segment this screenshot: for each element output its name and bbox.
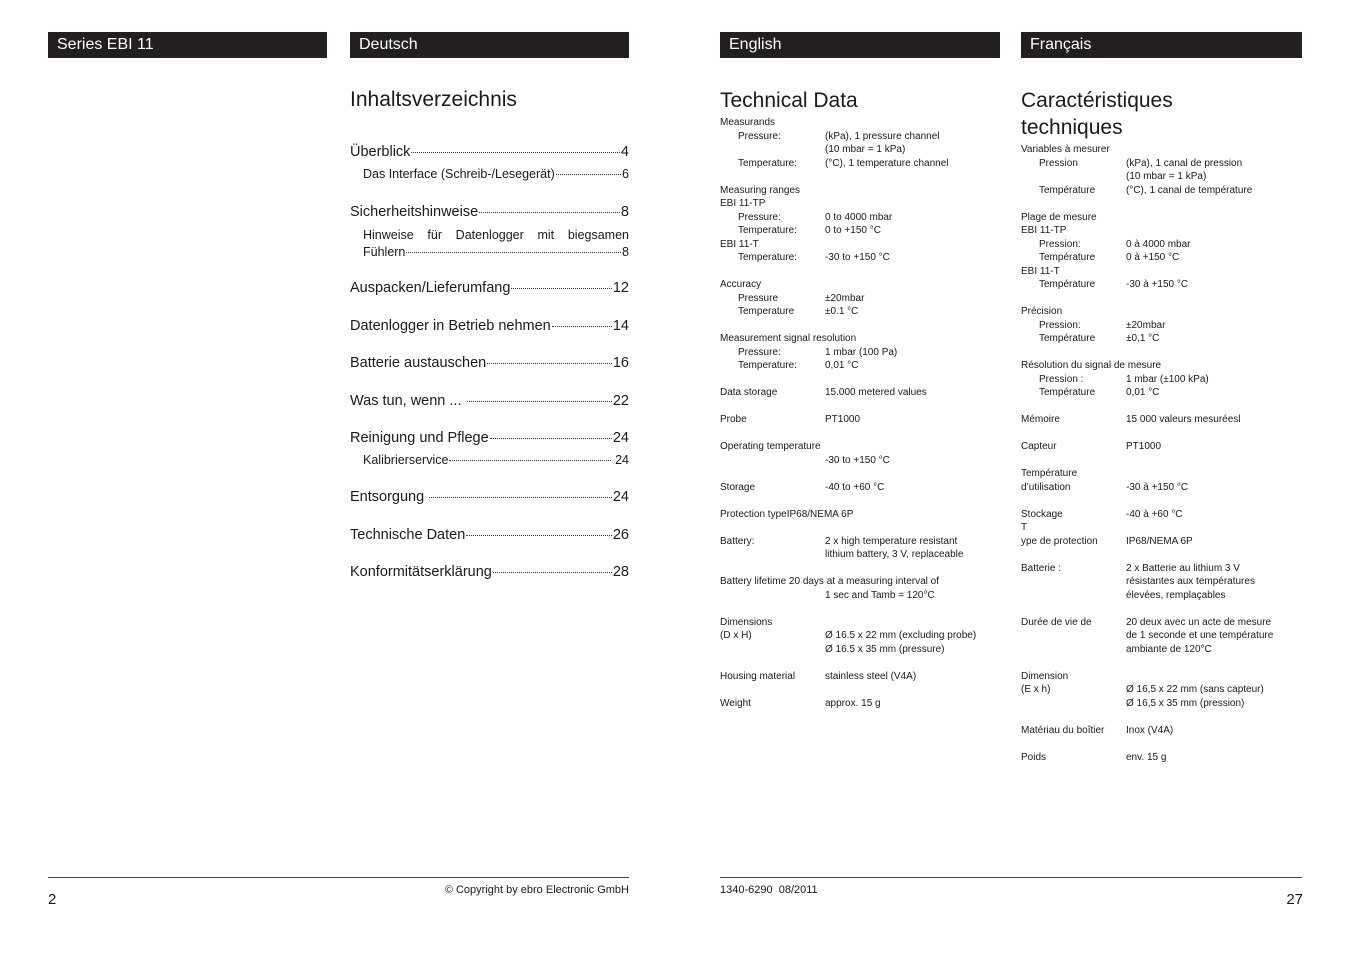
spec-value: Ø 16.5 x 22 mm (excluding probe) — [825, 630, 977, 641]
spec-value: ±20mbar — [1126, 319, 1166, 331]
spec-label: Temperature — [738, 306, 795, 317]
spec-label: Batterie : — [1021, 562, 1062, 574]
spec-value: 2 x Batterie au lithium 3 V — [1126, 562, 1240, 574]
toc-entry[interactable] — [350, 393, 629, 409]
toc-entry[interactable] — [350, 527, 629, 543]
spec-value: 15.000 metered values — [825, 387, 927, 398]
toc-label: Batterie austauschen — [350, 355, 487, 371]
spec-value: 0,01 °C — [825, 360, 859, 371]
spec-value: (10 mbar = 1 kPa) — [825, 144, 906, 155]
toc-label: Datenlogger in Betrieb nehmen — [350, 318, 551, 334]
spec-value: (kPa), 1 canal de pression — [1126, 157, 1243, 169]
spec-label: (D x H) — [720, 630, 752, 641]
toc-label: Sicherheitshinweise — [350, 204, 479, 220]
toc-label: Konformitätserklärung — [350, 564, 492, 580]
toc-label: Was tun, wenn ... — [350, 393, 466, 409]
toc-label: Fühlern — [363, 245, 406, 259]
spec-value: Ø 16.5 x 35 mm (pressure) — [825, 643, 945, 655]
right-page-number: 27 — [1286, 891, 1303, 908]
spec-label: Temperature: — [738, 252, 797, 263]
francais-header: Français — [1021, 32, 1302, 58]
spec-label: Température — [1021, 468, 1078, 479]
spec-label: Temperature: — [738, 360, 797, 371]
spec-label: Plage de mesure — [1021, 211, 1097, 223]
spec-value: lithium battery, 3 V, replaceable — [825, 549, 964, 560]
spec-value: 1 sec and Tamb = 120°C — [825, 589, 935, 601]
spec-label: Stockage — [1021, 508, 1063, 520]
left-page-number: 2 — [48, 891, 57, 908]
spec-value: stainless steel (V4A) — [825, 670, 917, 682]
spec-value: de 1 seconde et une température — [1126, 630, 1274, 641]
spec-value: IP68/NEMA 6P — [1126, 535, 1193, 547]
toc-page: 24 — [611, 453, 629, 467]
spec-value: (10 mbar = 1 kPa) — [1126, 171, 1207, 182]
spec-label: T — [1021, 522, 1028, 533]
spec-label: Operating temperature — [720, 441, 821, 452]
spec-label: Pressure: — [738, 346, 781, 358]
spec-value: 0 to +150 °C — [825, 225, 881, 236]
toc-label: Kalibrierservice — [363, 453, 449, 467]
spec-value: PT1000 — [825, 414, 861, 425]
spec-value: 1 mbar (±100 kPa) — [1126, 373, 1209, 385]
spec-label: EBI 11-TP — [720, 198, 766, 209]
spec-value: 15 000 valeurs mesuréesl — [1126, 414, 1241, 425]
spec-value: (°C), 1 canal de température — [1126, 184, 1253, 196]
toc-page: 24 — [612, 430, 629, 446]
document-code: 1340-6290 08/2011 — [720, 884, 818, 896]
spec-value: -30 à +150 °C — [1126, 279, 1189, 290]
spec-label: Température — [1039, 333, 1096, 344]
series-header: Series EBI 11 — [48, 32, 327, 58]
spec-label: Mémoire — [1021, 414, 1060, 425]
spec-label: Accuracy — [720, 279, 762, 290]
spec-value: 2 x high temperature resistant — [825, 535, 958, 547]
spec-value: -30 to +150 °C — [825, 252, 890, 263]
toc-page: 26 — [612, 527, 629, 543]
spec-value: 0 à +150 °C — [1126, 252, 1180, 263]
toc-page: 16 — [612, 355, 629, 371]
spec-value: -30 à +150 °C — [1126, 481, 1189, 493]
spec-label: Variables à mesurer — [1021, 144, 1110, 155]
spec-value: élevées, remplaçables — [1126, 589, 1226, 601]
spec-value: env. 15 g — [1126, 751, 1167, 763]
toc-entry[interactable] — [363, 167, 629, 181]
spec-value: PT1000 — [1126, 441, 1162, 452]
toc-entry[interactable] — [350, 204, 629, 220]
toc-title: Inhaltsverzeichnis — [350, 88, 517, 111]
spec-label: Pressure: — [738, 211, 781, 223]
toc-page: 4 — [620, 144, 629, 160]
spec-value: -40 to +60 °C — [825, 481, 885, 493]
toc-label: Überblick — [350, 144, 411, 160]
toc-page: 8 — [622, 245, 629, 259]
french-title-line2: techniques — [1021, 116, 1123, 139]
spec-label: Température — [1039, 387, 1096, 398]
spec-value: 0 to 4000 mbar — [825, 211, 893, 223]
spec-label: Probe — [720, 414, 747, 425]
spec-label: Température — [1039, 184, 1096, 196]
spec-label: Temperature: — [738, 157, 797, 169]
spec-label: Pressure: — [738, 130, 781, 142]
spec-value: Ø 16,5 x 35 mm (pression) — [1126, 697, 1245, 709]
spec-value: ±0.1 °C — [825, 306, 859, 317]
toc-label: Reinigung und Pflege — [350, 430, 489, 446]
spec-label: Précision — [1021, 306, 1063, 317]
spec-value: ±20mbar — [825, 292, 865, 304]
toc-entry[interactable] — [350, 318, 629, 334]
spec-label: Capteur — [1021, 441, 1057, 452]
spec-label: (E x h) — [1021, 684, 1051, 695]
toc-entry[interactable] — [350, 430, 629, 446]
spec-label: Measuring ranges — [720, 184, 801, 196]
spec-value: ambiante de 120°C — [1126, 643, 1212, 655]
toc-label: Entsorgung — [350, 489, 429, 505]
spec-value: 0,01 °C — [1126, 387, 1160, 398]
spec-value: (kPa), 1 pressure channel — [825, 130, 940, 142]
toc-label: Auspacken/Lieferumfang — [350, 280, 511, 296]
spec-value: 0 à 4000 mbar — [1126, 238, 1191, 250]
toc-page: 6 — [622, 167, 629, 181]
english-title: Technical Data — [720, 89, 858, 112]
spec-label: Durée de vie de — [1021, 616, 1092, 628]
toc-entry[interactable] — [350, 280, 629, 296]
spec-label: EBI 11-T — [1021, 265, 1060, 277]
spec-value: 1 mbar (100 Pa) — [825, 346, 898, 358]
spec-value: Ø 16,5 x 22 mm (sans capteur) — [1126, 684, 1264, 695]
toc-page: 8 — [620, 204, 629, 220]
spec-label: Pression: — [1039, 238, 1081, 250]
toc-entry[interactable] — [363, 453, 629, 467]
spec-value: (°C), 1 temperature channel — [825, 157, 949, 169]
spec-label: Pression — [1039, 157, 1078, 169]
spec-label: Data storage — [720, 387, 778, 398]
spec-label: Pression: — [1039, 319, 1081, 331]
spec-label: Battery: — [720, 535, 755, 547]
spec-value: Inox (V4A) — [1126, 724, 1174, 736]
spec-value: approx. 15 g — [825, 697, 881, 709]
french-title-line1: Caractéristiques — [1021, 89, 1173, 112]
spec-label: Storage — [720, 481, 756, 493]
toc-page: 14 — [612, 318, 629, 334]
spec-label: Température — [1039, 252, 1096, 263]
spec-label: Dimensions — [720, 616, 773, 628]
spec-label: EBI 11-TP — [1021, 225, 1067, 236]
spec-value: -30 to +150 °C — [825, 454, 890, 466]
spec-value: résistantes aux températures — [1126, 576, 1255, 587]
toc-label: Das Interface (Schreib-/Lesegerät) — [363, 167, 555, 181]
spec-label: Résolution du signal de mesure — [1021, 360, 1162, 371]
spec-label: Pressure — [738, 292, 779, 304]
toc-entry[interactable] — [350, 144, 629, 160]
spec-label: Measurement signal resolution — [720, 333, 857, 344]
spec-label: Température — [1039, 279, 1096, 290]
footer-rule-right — [720, 877, 1302, 878]
toc-entry[interactable] — [350, 355, 629, 371]
toc-entry[interactable] — [350, 489, 629, 505]
spec-label: Temperature: — [738, 225, 797, 236]
spec-value: ±0,1 °C — [1126, 333, 1160, 344]
toc-page: 28 — [612, 564, 629, 580]
toc-page: 12 — [612, 280, 629, 296]
spec-label: Poids — [1021, 751, 1047, 763]
english-header: English — [720, 32, 1000, 58]
spec-label: Matériau du boîtier — [1021, 724, 1105, 736]
spec-label: Pression : — [1039, 373, 1084, 385]
spec-value: 20 deux avec un acte de mesure — [1126, 616, 1272, 628]
footer-rule-left — [48, 877, 629, 878]
spec-value: -40 à +60 °C — [1126, 508, 1183, 520]
spec-label: Housing material — [720, 670, 796, 682]
spec-label: Battery lifetime 20 days at a measuring interval of — [720, 576, 939, 587]
toc-entry[interactable] — [363, 227, 629, 261]
toc-label-line1: Hinweise für Datenlogger mit biegsamen — [363, 228, 629, 242]
spec-label: ype de protection — [1021, 535, 1098, 547]
deutsch-header: Deutsch — [350, 32, 629, 58]
toc-label: Technische Daten — [350, 527, 466, 543]
copyright-notice: © Copyright by ebro Electronic GmbH — [444, 884, 629, 896]
spec-label: d’utilisation — [1021, 481, 1071, 493]
spec-label: EBI 11-T — [720, 238, 759, 250]
toc-page: 24 — [612, 489, 629, 505]
spec-label: Protection typeIP68/NEMA 6P — [720, 508, 854, 520]
spec-label: Weight — [720, 697, 751, 709]
spec-label: Measurands — [720, 117, 776, 128]
spec-label: Dimension — [1021, 670, 1069, 682]
toc-entry[interactable] — [350, 564, 629, 580]
toc-page: 22 — [612, 393, 629, 409]
